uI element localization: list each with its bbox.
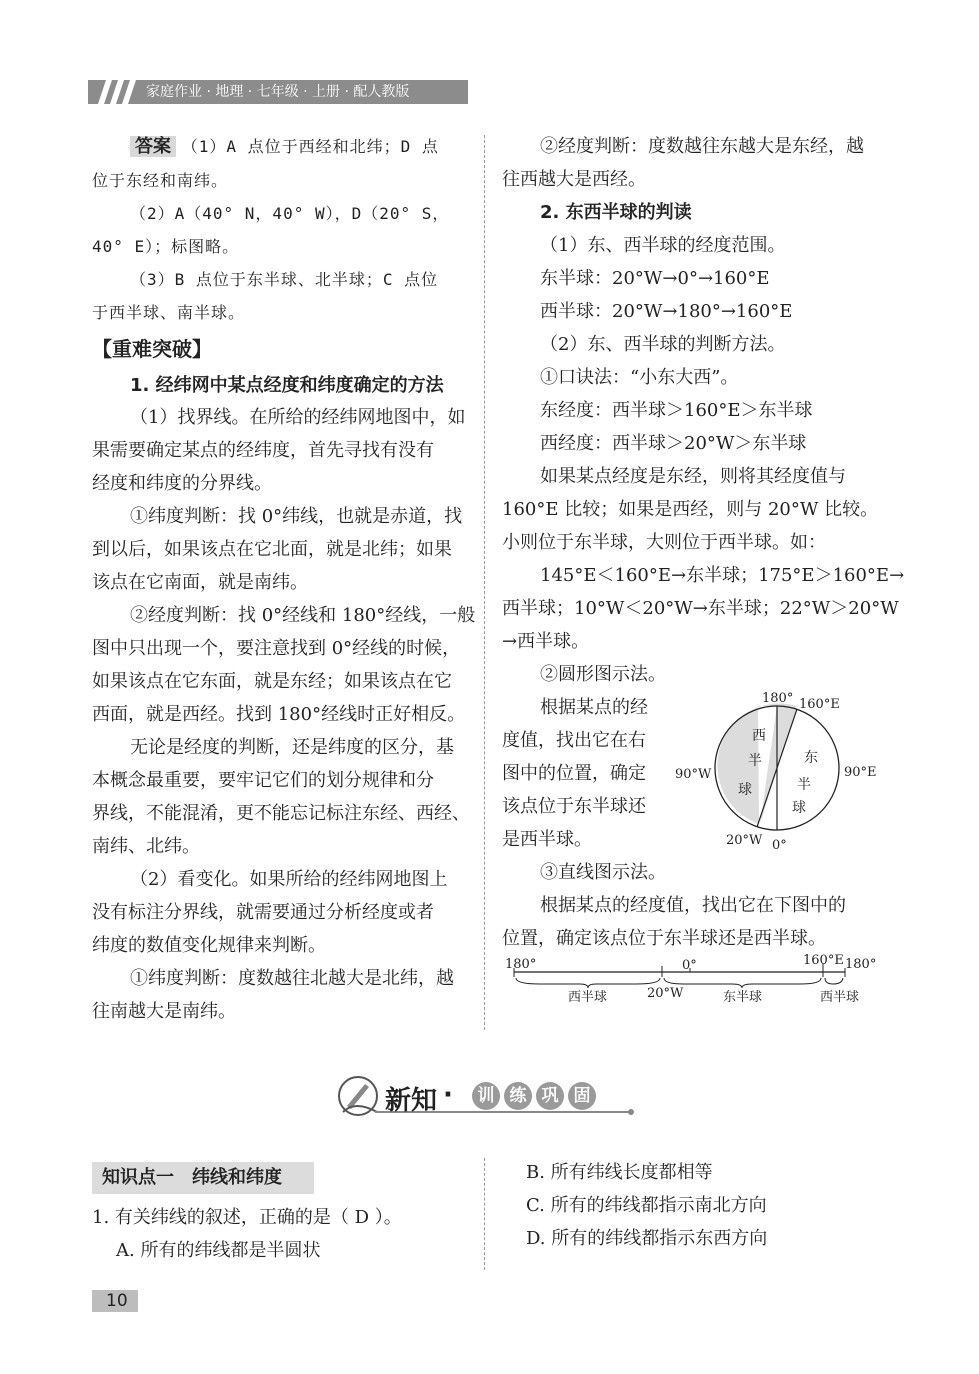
- banner-badge: 练: [504, 1082, 532, 1110]
- para-line: 经度和纬度的分界线。: [92, 473, 272, 494]
- para-line: 无论是经度的判断，还是纬度的区分，基: [130, 737, 454, 758]
- para-line: ②经度判断：找 0°经线和 180°经线，一般: [130, 605, 476, 626]
- para-line: 南纬、北纬。: [92, 836, 200, 857]
- line-label-180-left: 180°: [505, 957, 537, 972]
- para-line: 度值，找出它在右: [502, 730, 646, 751]
- answer-line-5: （3）B 点位于东半球、北半球；C 点位: [130, 270, 439, 289]
- para-line: 该点位于东半球还: [502, 796, 646, 817]
- para-line: 东半球：20°W→0°→160°E: [540, 268, 770, 289]
- para-line: 如果该点在它东面，就是东经；如果该点在它: [92, 671, 452, 692]
- para-line: 小则位于东半球，大则位于西半球。如：: [502, 532, 826, 553]
- line-label-160e: 160°E: [803, 953, 844, 968]
- circle-label-0: 0°: [772, 838, 787, 853]
- heading-1: 1. 经纬网中某点经度和纬度确定的方法: [130, 375, 444, 396]
- question-1: 1. 有关纬线的叙述，正确的是（ D ）。: [92, 1207, 402, 1228]
- para-line: ②圆形图示法。: [540, 664, 666, 685]
- para-line: 160°E 比较；如果是西经，则与 20°W 比较。: [502, 499, 879, 520]
- line-label-0: 0°: [682, 958, 697, 973]
- answer-line-2: 位于东经和南纬。: [92, 171, 229, 190]
- answer-line-4: 40° E）；标图略。: [92, 237, 240, 256]
- exercise-divider: [484, 1158, 485, 1270]
- header-stripes-icon: [92, 80, 142, 104]
- para-line: 该点在它南面，就是南纬。: [92, 572, 308, 593]
- line-label-west-a: 西半球: [568, 990, 608, 1005]
- line-label-20w: 20°W: [647, 986, 684, 1001]
- option-d: D. 所有的纬线都指示东西方向: [526, 1228, 768, 1249]
- circle-west-char: 半: [748, 753, 762, 769]
- option-b: B. 所有纬线长度都相等: [526, 1162, 713, 1183]
- para-line: 西半球；10°W＜20°W→东半球；22°W＞20°W: [502, 598, 899, 619]
- line-label-east: 东半球: [723, 990, 763, 1005]
- para-line: 图中只出现一个，要注意找到 0°经线的时候，: [92, 638, 461, 659]
- para-line: 如果某点经度是东经，则将其经度值与: [540, 466, 846, 487]
- circle-east-char: 半: [797, 777, 811, 793]
- para-line: 东经度：西半球＞160°E＞东半球: [540, 400, 813, 421]
- para-line: 图中的位置，确定: [502, 763, 646, 784]
- heading-2: 2. 东西半球的判读: [540, 202, 692, 223]
- line-label-180-right: 180°: [845, 957, 877, 972]
- circle-west-char: 球: [738, 782, 752, 798]
- circle-label-160e: 160°E: [799, 697, 840, 712]
- line-label-west-b: 西半球: [820, 990, 860, 1005]
- para-line: 西经度：西半球＞20°W＞东半球: [540, 433, 807, 454]
- para-line: 145°E＜160°E→东半球；175°E＞160°E→: [540, 565, 905, 586]
- para-line: （2）看变化。如果所给的经纬网地图上: [130, 869, 448, 890]
- banner-badge: 巩: [536, 1082, 564, 1110]
- option-c: C. 所有的纬线都指示南北方向: [526, 1195, 767, 1216]
- page-number: 10: [106, 1291, 128, 1311]
- para-line: 根据某点的经度值，找出它在下图中的: [540, 895, 846, 916]
- knowledge-point-label: 知识点一 纬线和纬度: [102, 1167, 282, 1188]
- para-line: 往南越大是南纬。: [92, 1001, 236, 1022]
- para-line: 位置，确定该点位于东半球还是西半球。: [502, 928, 826, 949]
- para-line: 西面，就是西经。找到 180°经线时正好相反。: [92, 704, 466, 725]
- column-divider: [484, 135, 485, 1030]
- header-title: 家庭作业 · 地理 · 七年级 · 上册 · 配人教版: [146, 84, 410, 100]
- section-title: 【重难突破】: [92, 337, 212, 361]
- circle-label-90w: 90°W: [675, 767, 712, 782]
- para-line: 界线，不能混淆，更不能忘记标注东经、西经、: [92, 803, 470, 824]
- para-line: （1）东、西半球的经度范围。: [540, 235, 786, 256]
- banner-badge: 训: [472, 1082, 500, 1110]
- para-line: ①纬度判断：度数越往北越大是北纬，越: [130, 968, 454, 989]
- para-line: 西半球：20°W→180°→160°E: [540, 301, 793, 322]
- para-line: ②经度判断：度数越往东越大是东经，越: [540, 136, 864, 157]
- answer-line-1: 答案 （1）A 点位于西经和北纬；D 点: [130, 136, 439, 158]
- para-line: 果需要确定某点的经纬度，首先寻找有没有: [92, 440, 434, 461]
- para-line: 到以后，如果该点在它北面，就是北纬；如果: [92, 539, 452, 560]
- answer-line-6: 于西半球、南半球。: [92, 303, 246, 322]
- para-line: ①口诀法：“小东大西”。: [540, 367, 739, 388]
- answer-line-3: （2）A（40° N，40° W），D（20° S，: [130, 204, 450, 223]
- circle-label-90e: 90°E: [844, 765, 877, 780]
- para-line: →西半球。: [502, 631, 590, 652]
- para-line: 纬度的数值变化规律来判断。: [92, 935, 326, 956]
- para-line: 没有标注分界线，就需要通过分析经度或者: [92, 902, 434, 923]
- para-line: （1）找界线。在所给的经纬网地图中，如: [130, 407, 466, 428]
- para-line: （2）东、西半球的判断方法。: [540, 334, 786, 355]
- banner-dot: ·: [443, 1080, 453, 1110]
- circle-label-180: 180°: [762, 691, 794, 706]
- para-line: 本概念最重要，要牢记它们的划分规律和分: [92, 770, 434, 791]
- circle-east-char: 东: [804, 750, 818, 766]
- option-a: A. 所有的纬线都是半圆状: [116, 1240, 321, 1261]
- para-line: 根据某点的经: [540, 697, 648, 718]
- para-line: ①纬度判断：找 0°纬线，也就是赤道，找: [130, 506, 463, 527]
- para-line: ③直线图示法。: [540, 862, 666, 883]
- answer-tag: 答案: [130, 136, 176, 157]
- circle-west-char: 西: [752, 728, 766, 744]
- para-line: 往西越大是西经。: [502, 169, 646, 190]
- circle-east-char: 球: [792, 800, 806, 816]
- banner-badge: 固: [568, 1082, 596, 1110]
- para-line: 是西半球。: [502, 829, 592, 850]
- banner-title: 新知: [385, 1086, 438, 1116]
- circle-label-20w: 20°W: [726, 833, 763, 848]
